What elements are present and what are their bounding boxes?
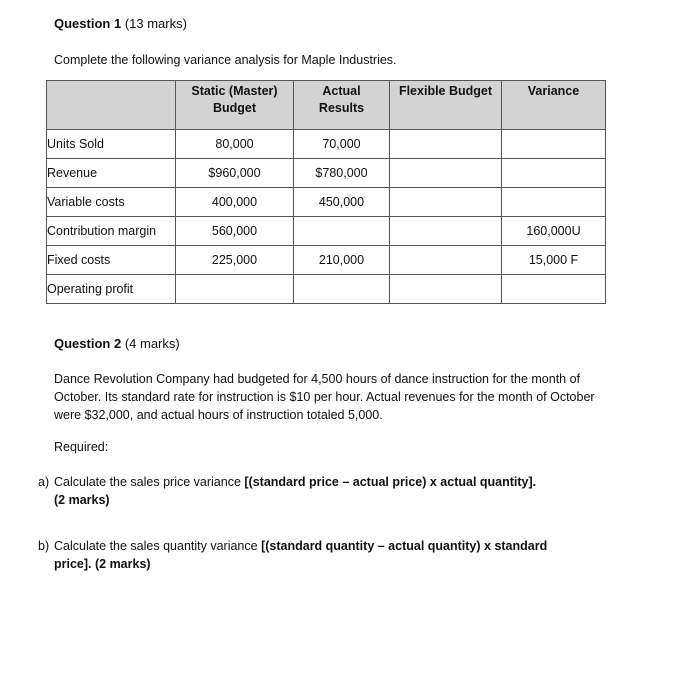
cell-static: 560,000 xyxy=(176,217,294,246)
question-2-heading xyxy=(54,336,180,351)
cell-variance xyxy=(502,188,606,217)
table-row xyxy=(47,275,606,304)
cell-variance xyxy=(502,159,606,188)
row-label: Variable costs xyxy=(47,188,176,217)
cell-actual xyxy=(294,275,390,304)
cell-flexible xyxy=(390,188,502,217)
variance-analysis-table xyxy=(46,80,606,304)
table-row xyxy=(47,188,606,217)
item-marks: price]. (2 marks) xyxy=(54,557,151,571)
table-row xyxy=(47,246,606,275)
row-label: Operating profit xyxy=(47,275,176,304)
question-1-heading xyxy=(54,16,187,31)
cell-static: $960,000 xyxy=(176,159,294,188)
question-2-marks: (4 marks) xyxy=(124,336,180,351)
cell-actual: 70,000 xyxy=(294,130,390,159)
cell-variance xyxy=(502,275,606,304)
question-1-title: Question 1 xyxy=(54,16,122,31)
required-item-b xyxy=(38,537,618,573)
question-1-marks: (13 marks) xyxy=(124,16,187,31)
item-marks: (2 marks) xyxy=(54,493,110,507)
cell-flexible xyxy=(390,217,502,246)
cell-variance: 160,000U xyxy=(502,217,606,246)
table-row xyxy=(47,130,606,159)
cell-flexible xyxy=(390,246,502,275)
question-2-title: Question 2 xyxy=(54,336,122,351)
required-item-a xyxy=(38,473,618,509)
item-formula: [(standard quantity – actual quantity) x standard xyxy=(261,539,548,553)
row-label: Fixed costs xyxy=(47,246,176,275)
table-row xyxy=(47,159,606,188)
cell-variance xyxy=(502,130,606,159)
cell-static xyxy=(176,275,294,304)
row-label: Revenue xyxy=(47,159,176,188)
item-marker: b) xyxy=(38,539,50,553)
row-label: Contribution margin xyxy=(47,217,176,246)
required-label: Required: xyxy=(54,440,109,454)
cell-flexible xyxy=(390,130,502,159)
cell-static: 80,000 xyxy=(176,130,294,159)
cell-actual: 210,000 xyxy=(294,246,390,275)
cell-actual: $780,000 xyxy=(294,159,390,188)
table-row xyxy=(47,217,606,246)
header-variance: Variance xyxy=(502,81,606,130)
header-actual-results: Actual Results xyxy=(294,81,390,130)
cell-variance: 15,000 F xyxy=(502,246,606,275)
row-label: Units Sold xyxy=(47,130,176,159)
cell-static: 225,000 xyxy=(176,246,294,275)
header-static-budget: Static (Master) Budget xyxy=(176,81,294,130)
table-header-row xyxy=(47,81,606,130)
cell-actual: 450,000 xyxy=(294,188,390,217)
item-marker: a) xyxy=(38,475,50,489)
cell-flexible xyxy=(390,275,502,304)
question-2-paragraph: Dance Revolution Company had budgeted for 4,500 hours of dance instruction for the month of October. Its standard rate for instruction is $10 per hour. Actual revenues for the month of October were $32,000, and actual hours of instruction totaled 5,000. xyxy=(54,372,595,422)
cell-actual xyxy=(294,217,390,246)
item-text: Calculate the sales price variance xyxy=(54,475,241,489)
item-text: Calculate the sales quantity variance xyxy=(54,539,258,553)
question-1-instruction: Complete the following variance analysis for Maple Industries. xyxy=(54,53,397,67)
cell-static: 400,000 xyxy=(176,188,294,217)
cell-flexible xyxy=(390,159,502,188)
header-flexible-budget: Flexible Budget xyxy=(390,81,502,130)
header-blank xyxy=(47,81,176,130)
item-formula: [(standard price – actual price) x actual quantity]. xyxy=(244,475,537,489)
